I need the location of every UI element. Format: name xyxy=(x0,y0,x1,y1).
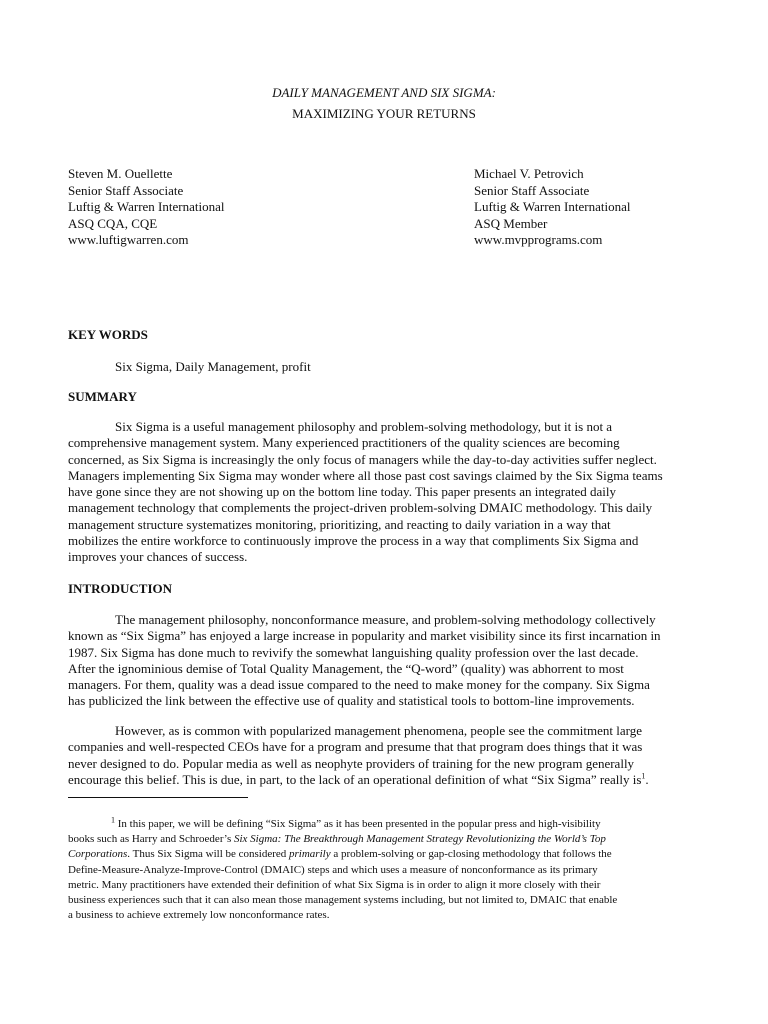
author-block-1 xyxy=(68,166,224,249)
footnote-divider xyxy=(68,797,248,798)
text-line: However, as is common with popularized management phenomena, people see the commitment large xyxy=(115,723,643,738)
text-line: comprehensive management system. Many experienced practitioners of the quality sciences are becoming xyxy=(68,435,620,451)
text-line: The management philosophy, nonconformance measure, and problem-solving methodology collectively xyxy=(115,612,656,627)
introduction-paragraph-2 xyxy=(68,723,702,788)
text-line xyxy=(68,847,708,862)
author-org: Luftig & Warren International xyxy=(68,199,225,214)
author-name: Steven M. Ouellette xyxy=(68,166,173,181)
text-line: After the ignominious demise of Total Quality Management, the “Q-word” (quality) was abhorrent to most xyxy=(68,660,624,676)
author-role: Senior Staff Associate xyxy=(68,182,184,198)
text-line xyxy=(68,832,708,847)
paper-title: DAILY MANAGEMENT AND SIX SIGMA: xyxy=(272,85,496,100)
text-line xyxy=(68,817,708,832)
author-cert: ASQ Member xyxy=(474,215,548,231)
text-line: Six Sigma is a useful management philosophy and problem-solving methodology, but it is not a xyxy=(115,419,613,434)
text-line: concerned, as Six Sigma is increasingly the only focus of managers while the day-to-day activities suffer neglect. xyxy=(68,451,657,467)
text-line-body: encourage this belief. This is due, in part, to the lack of an operational definition of what “Six Sigma” really is xyxy=(68,771,642,787)
text-line: have gone since they are not showing up on the bottom line today. This paper presents an integrated daily xyxy=(68,484,617,500)
text-line: management technology that complements the project-driven problem-solving DMAIC methodology. This daily xyxy=(68,500,653,516)
introduction-paragraph-1 xyxy=(68,612,702,710)
text-line: a business to achieve extremely low nonconformance rates. xyxy=(68,909,330,922)
author-org: Luftig & Warren International xyxy=(474,199,631,214)
text-line: improves your chances of success. xyxy=(68,549,248,565)
text-line: never designed to do. Popular media as well as neophyte providers of training for the new program generally xyxy=(68,755,635,771)
text-line: Define-Measure-Analyze-Improve-Control (DMAIC) steps and which uses a measure of nonconformance as its primary xyxy=(68,863,598,876)
text-line xyxy=(68,772,702,788)
keywords-heading: KEY WORDS xyxy=(68,327,148,342)
text-line: managers. For them, quality was a dead issue compared to the need to make money for the company. Six Sigma xyxy=(68,677,650,693)
text-line: 1987. Six Sigma has done much to revivify the somewhat languishing quality profession over the last decade. xyxy=(68,644,639,660)
introduction-heading: INTRODUCTION xyxy=(68,581,173,596)
keywords-text: Six Sigma, Daily Management, profit xyxy=(115,359,311,374)
footnote xyxy=(68,817,708,923)
emphasis-text: primarily xyxy=(289,848,331,861)
text-line: business experiences such that it can also mean those management systems including, but not limited to, DMAIC that enable xyxy=(68,894,618,907)
summary-heading: SUMMARY xyxy=(68,389,137,404)
text-line: mobilizes the entire workforce to continuously improve the process in a way that compliments Six Sigma and xyxy=(68,533,639,549)
sentence-end: . xyxy=(645,771,649,787)
author-url: www.luftigwarren.com xyxy=(68,232,189,247)
author-role: Senior Staff Associate xyxy=(474,182,590,198)
footnote-text: . Thus Six Sigma will be considered xyxy=(127,848,290,861)
footnote-reference: 1 xyxy=(641,771,646,781)
footnote-marker: 1 xyxy=(111,815,115,825)
author-name: Michael V. Petrovich xyxy=(474,166,584,181)
footnote-text: a problem-solving or gap-closing methodology that follows the xyxy=(330,848,612,861)
text-line: Managers implementing Six Sigma may wonder where all those past cost savings claimed by the Six Sigma teams xyxy=(68,467,663,483)
footnote-text: In this paper, we will be defining “Six Sigma” as it has been presented in the popular press and high-visibility xyxy=(115,818,601,830)
text-line: has publicized the link between the effective use of quality and statistical tools to bottom-line improvements. xyxy=(68,693,635,709)
text-line: metric. Many practitioners have extended their definition of what Six Sigma is in order to align it more closely with their xyxy=(68,878,601,891)
paper-subtitle: MAXIMIZING YOUR RETURNS xyxy=(292,106,476,121)
book-title: Six Sigma: The Breakthrough Management Strategy Revolutionizing the World’s Top xyxy=(233,833,606,846)
author-cert: ASQ CQA, CQE xyxy=(68,215,158,231)
footnote-text: books such as Harry and Schroeder’s xyxy=(68,833,234,846)
author-url: www.mvpprograms.com xyxy=(474,232,603,247)
book-title: Corporations xyxy=(68,848,128,861)
author-block-2 xyxy=(474,166,630,249)
text-line: known as “Six Sigma” has enjoyed a large increase in popularity and market visibility since its first incarnation in xyxy=(68,628,661,644)
text-line: management structure systematizes monitoring, prioritizing, and reacting to daily variation in a way that xyxy=(68,516,611,532)
text-line: companies and well-respected CEOs have for a program and presume that that program does things that it was xyxy=(68,739,643,755)
summary-paragraph xyxy=(68,419,702,566)
